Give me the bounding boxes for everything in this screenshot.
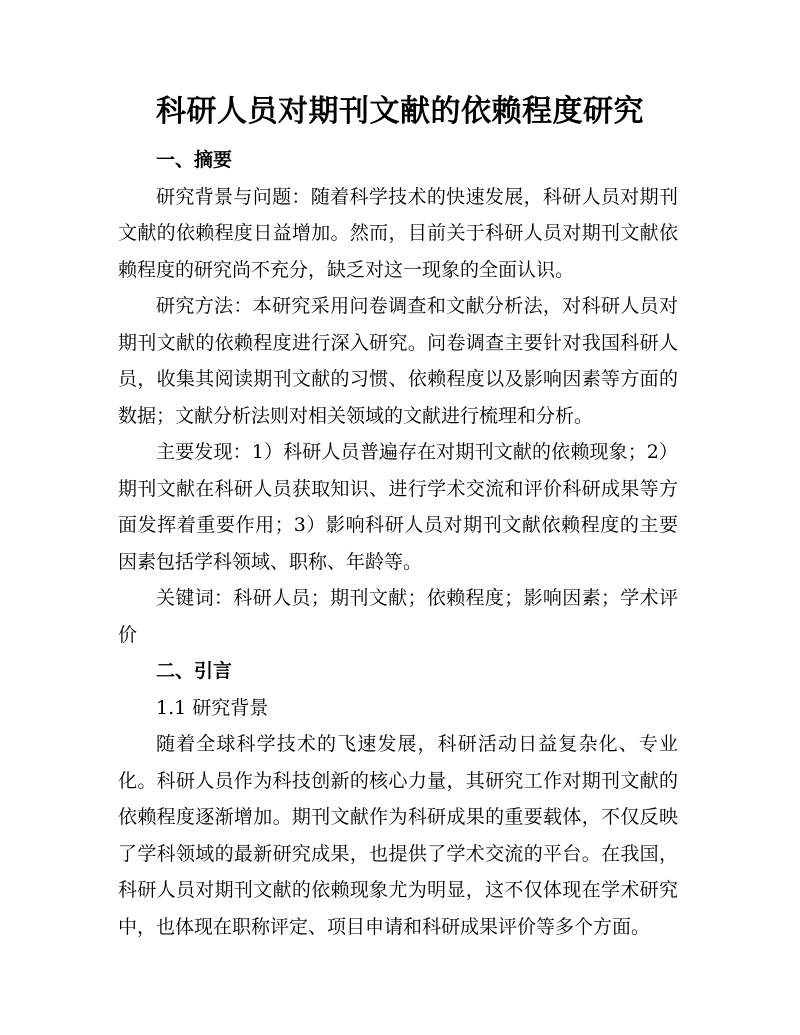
intro-heading: 二、引言: [156, 660, 233, 682]
abstract-heading: 一、摘要: [156, 149, 233, 171]
keywords-line: 关键词：科研人员；期刊文献；依赖程度；影响因素；学术评价: [118, 587, 678, 646]
document-body: [118, 142, 678, 945]
document-title: 科研人员对期刊文献的依赖程度研究: [156, 94, 644, 129]
abstract-findings-paragraph: 主要发现：1）科研人员普遍存在对期刊文献的依赖现象；2）期刊文献在科研人员获取知识、进行学术交流和评价科研成果等方面发挥着重要作用；3）影响科研人员对期刊文献依赖程度的主要因素包括学科领域、职称、年龄等。: [118, 441, 678, 573]
intro-paragraph: 随着全球科学技术的飞速发展，科研活动日益复杂化、专业化。科研人员作为科技创新的核心力量，其研究工作对期刊文献的依赖程度逐渐增加。期刊文献作为科研成果的重要载体，不仅反映了学科领域的最新研究成果，也提供了学术交流的平台。在我国，科研人员对期刊文献的依赖现象尤为明显，这不仅体现在学术研究中，也体现在职称评定、项目申请和科研成果评价等多个方面。: [118, 733, 678, 938]
research-background-subheading: 1.1 研究背景: [156, 696, 269, 719]
abstract-methods-paragraph: 研究方法：本研究采用问卷调查和文献分析法，对科研人员对期刊文献的依赖程度进行深入研究。问卷调查主要针对我国科研人员，收集其阅读期刊文献的习惯、依赖程度以及影响因素等方面的数据；文献分析法则对相关领域的文献进行梳理和分析。: [118, 295, 678, 427]
abstract-background-paragraph: 研究背景与问题：随着科学技术的快速发展，科研人员对期刊文献的依赖程度日益增加。然而，目前关于科研人员对期刊文献依赖程度的研究尚不充分，缺乏对这一现象的全面认识。: [118, 185, 678, 281]
